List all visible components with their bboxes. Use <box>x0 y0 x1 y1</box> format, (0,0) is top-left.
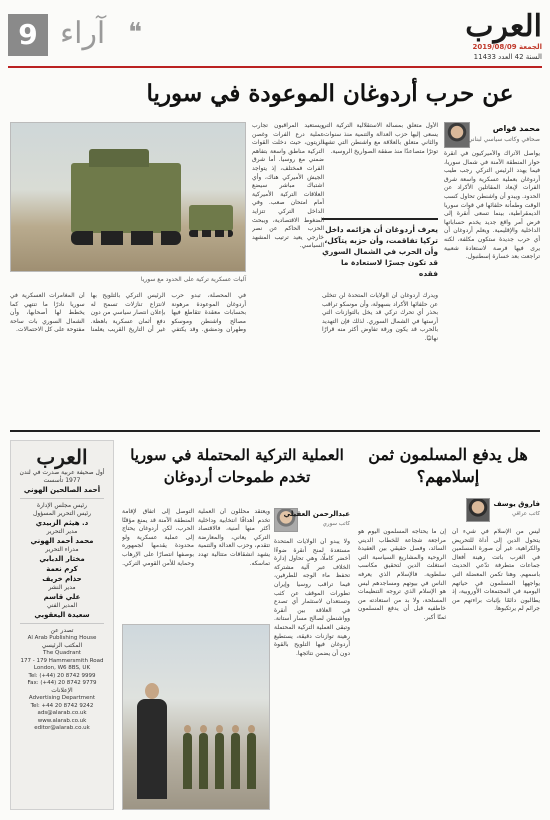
page-header <box>8 6 542 72</box>
staff-editor-2: كرم نعمة <box>46 565 78 573</box>
staff-art-director: سعيدة اليعقوبي <box>34 611 90 619</box>
section-title: آراء <box>60 16 106 51</box>
edition-date: الجمعة 2019/08/09 <box>472 43 542 51</box>
story-2-column-3: ولا يبدو أن الولايات المتحدة مستعدة لمنح أنقرة ضوءًا أخضر كاملًا، وهي تحاول إدارة الخلاف عبر آلية مشتركة تحفظ ماء الوجه للطرفين، فيما تراقب روسيا وإيران تطورات الموقف عن كثب وتستعدان لاستثمار أي تصدع في العلاقة بين أنقرة وواشنطن لصالح مسار أستانة. وتبقى العملية التركية المحتملة رهينة توازنات دقيقة، يستطيع أردوغان فيها التلويح بالقوة دون أن يضمن نتائجها. <box>274 538 350 657</box>
staff-tel: Tel: (+44) 20 8742 9999 <box>28 672 96 679</box>
story-3-author <box>356 498 540 524</box>
staff-city: London, W6 8BS, UK <box>33 665 91 672</box>
staff-box <box>10 440 114 810</box>
story-2-photo <box>122 624 270 810</box>
top-story-caption: آليات عسكرية تركية على الحدود مع سوريا <box>140 276 246 283</box>
story-2-column-2: ويعتقد محللون أن العملية تخدم أهدافًا انتخابية وداخلية أكثر منها أمنية، فالاقتصاد التركي يعاني، والمعارضة تتقدم، وحزب العدالة والتنمية يشهد انشقاقات متتالية تهدد تماسكه. <box>198 508 270 567</box>
top-story-pullquote: يعرف أردوغان أن هزائمه داخل تركيا تفاقمت، وأن حزبه يتآكل، وأن الحرب في الشمال السوري قد تكون جسرًا لاستعادة ما فقده <box>322 218 438 288</box>
staff-separator <box>20 623 104 624</box>
soldier-icon <box>247 733 256 789</box>
story-3-column-2: إن ما يحتاجه المسلمون اليوم هو مراجعة شجاعة للخطاب الديني السائد، وفصل حقيقي بين العقيدة الروحية والمشاريع السياسية التي استغلت الدين لتحقيق مكاسب سلطوية. فالإسلام الذي يعرفه الناس في بيوتهم ومساجدهم ليس هو الإسلام الذي تروجه التنظيمات المسلحة، ولا بد من استعادته من خاطفيه قبل أن يدفع المسلمون ثمنًا أكبر. <box>358 528 446 621</box>
staff-chairman-label-2: رئيس التحرير المسؤول <box>33 510 91 517</box>
author-name: فاروق يوسف <box>493 500 540 508</box>
armored-vehicle-icon <box>189 205 233 231</box>
staff-adv-mail: ads@alarab.co.uk <box>37 710 87 717</box>
story-3-headline: هل يدفع المسلمون ثمن إسلامهم؟ <box>368 445 528 486</box>
staff-founder: أحمد الصالحين الهوني <box>23 486 101 494</box>
author-avatar <box>444 122 470 148</box>
top-story-column-2: الأول متعلق بمسألة الاستقلالية التركية التي يسعى إليها حزب العدالة والتنمية منذ سنوات، والثاني متعلق بالعلاقة مع واشنطن التي تشهد توترًا متصاعدًا منذ صفقة الصواريخ الروسية. <box>322 122 438 155</box>
section-label <box>8 14 208 56</box>
story-2-author <box>274 508 350 534</box>
staff-deputy: محمد أحمد الهوني <box>30 537 94 545</box>
staff-chairman-label: رئيس مجلس الإدارة <box>36 502 88 509</box>
staff-editors-label: مدراء التحرير <box>45 546 79 553</box>
staff-adv: Advertising Department <box>28 695 96 702</box>
top-story-headline: عن حرب أردوغان الموعودة في سوريا <box>146 80 514 107</box>
staff-address: 177 - 179 Hammersmith Road <box>20 657 104 664</box>
staff-editor-3: حذام خريف <box>42 575 82 583</box>
staff-founded: 1977 تأسست <box>43 477 81 484</box>
soldier-icon <box>215 733 224 789</box>
staff-adv-tel: Tel: +44 20 8742 9242 <box>30 702 94 709</box>
staff-art-label: المدير الفني <box>46 602 78 609</box>
story-2-column-1: التوصل إلى اتفاق لإقامة المنطقة الآمنة قد يمنع مؤقتًا الحرب، لكن أردوغان يحتاج إلى عملية عسكرية ولو محدودة يقدمها لجمهوره بوصفها انتصارًا على الإرهاب وحماية للأمن القومي التركي. <box>122 508 194 567</box>
quote-mark-icon: ❝ <box>128 18 142 48</box>
soldier-icon <box>231 733 240 789</box>
author-role: صحافي وكاتب سياسي لبناني <box>467 136 540 143</box>
staff-publisher: علي قاسم <box>43 593 81 601</box>
staff-tagline: أول صحيفة عربية صدرت في لندن <box>19 469 105 476</box>
masthead <box>402 9 542 62</box>
armored-vehicle-icon <box>71 163 181 233</box>
author-role: كاتب سوري <box>322 521 350 527</box>
person-icon <box>137 699 167 799</box>
staff-hq: The Quadrant <box>43 650 81 657</box>
section-divider <box>10 430 540 432</box>
staff-publisher-label: مدير النشر <box>48 584 76 591</box>
staff-box-logo: العرب <box>36 445 88 469</box>
staff-fax: Fax: (+44) 20 8742 9779 <box>27 680 97 687</box>
staff-chairman: د. هيثم الزبيدي <box>35 519 89 527</box>
page-number: 9 <box>8 14 48 56</box>
author-name: عبدالرحمن العقيلي <box>283 510 350 518</box>
header-divider <box>8 66 542 68</box>
story-3-column-1: ليس من الإسلام في شيء أن يتحول الدين إلى أداة للتحريض والكراهية، غير أن صورة المسلمين في الغرب باتت رهينة أفعال جماعات متطرفة تدّعي الحديث باسمهم. وهنا تكمن المعضلة التي يواجهها المسلمون في حياتهم اليومية في المجتمعات الأوروبية، إذ يطالبون دائمًا بإثبات براءتهم من جرائم لم يرتكبوها. <box>452 528 540 613</box>
soldier-icon <box>183 733 192 789</box>
staff-issued-by: تصدر عن <box>50 627 74 634</box>
author-name: محمد قواص <box>492 124 540 133</box>
staff-website[interactable]: www.alarab.co.uk <box>37 717 87 724</box>
staff-deputy-label: مدير التحرير <box>46 528 78 535</box>
staff-editor-1: مختار الدبابي <box>39 555 85 563</box>
top-story-author <box>444 122 540 148</box>
top-story-column-4: ويستعيد المراقبون تجارب عملية درع الفرات وغصن الزيتون، حيث دخلت القوات التركية مناطق واسعة بتفاهم ضمني مع روسيا. أما شرق الفرات فمختلف، إذ يتواجد الجيش الأميركي هناك، وأي اشتباك مباشر سيضع العلاقات التركية الأميركية أمام امتحان صعب. وفي الداخل التركي تتزايد الضغوط الاقتصادية، ويبحث الحزب الحاكم عن نصر خارجي يعيد ترتيب المشهد السياسي. <box>252 122 324 250</box>
story-2-headline: العملية التركية المحتملة في سوريا تخدم طموحات أردوغان <box>130 446 344 486</box>
newspaper-logo: العرب <box>465 9 542 44</box>
staff-adv-label: الإعلانات <box>51 687 73 695</box>
author-role: كاتب عراقي <box>511 511 540 517</box>
staff-company: Al Arab Publishing House <box>27 635 97 641</box>
staff-email[interactable]: editor@alarab.co.uk <box>34 725 90 732</box>
staff-separator <box>20 498 104 499</box>
top-story-column-3: ويدرك أردوغان أن الولايات المتحدة لن تتخلى عن حلفائها الأكراد بسهولة، وأن موسكو تراقب بحذر أي تحرك تركي قد يخل بالتوازنات التي أرستها في الشمال السوري. لذلك فإن التهديد بالحرب قد يكون ورقة تفاوض أكثر منه قرارًا نهائيًا. <box>322 292 438 342</box>
soldier-icon <box>199 733 208 789</box>
top-story-column-5: في المحصلة، تبدو حرب أردوغان الموعودة مرهونة بحسابات معقدة تتقاطع فيها مصالح واشنطن وموسكو وطهران ودمشق. وقد يكتفي الرئيس التركي بالتلويح بها لانتزاع تنازلات تسمح له بإعلان انتصار سياسي من دون دفع أثمان عسكرية باهظة. غير أن التاريخ القريب يعلمنا أن المغامرات العسكرية في سوريا نادرًا ما تنتهي كما يخطط لها أصحابها، وأن الشمال السوري بات ساحة مفتوحة على كل الاحتمالات. <box>10 292 246 334</box>
top-story-column-1: يواصل الأتراك والأميركيون في أنقرة حوار المنطقة الآمنة في شمال سوريا، فيما يهدد الرئيس التركي رجب طيب أردوغان بعملية عسكرية واسعة شرق الفرات لإبعاد المقاتلين الأكراد عن الحدود. ويبدو أن واشنطن تحاول كسب الوقت وطمأنة حلفائها في قوات سوريا الديمقراطية، بينما تسعى أنقرة إلى فرض أمر واقع جديد يخدم حساباتها الداخلية والإقليمية. ويعلم أردوغان أن أي حرب جديدة ستكون مكلفة، لكنه يرى فيها فرصة لاستعادة شعبية تراجعت بعد خسارة إسطنبول. <box>444 150 540 261</box>
top-story-photo <box>10 122 246 272</box>
staff-hq-label: المكتب الرئيسي <box>41 642 83 650</box>
edition-issue: السنة 42 العدد 11433 <box>473 53 542 61</box>
author-avatar <box>466 498 490 522</box>
